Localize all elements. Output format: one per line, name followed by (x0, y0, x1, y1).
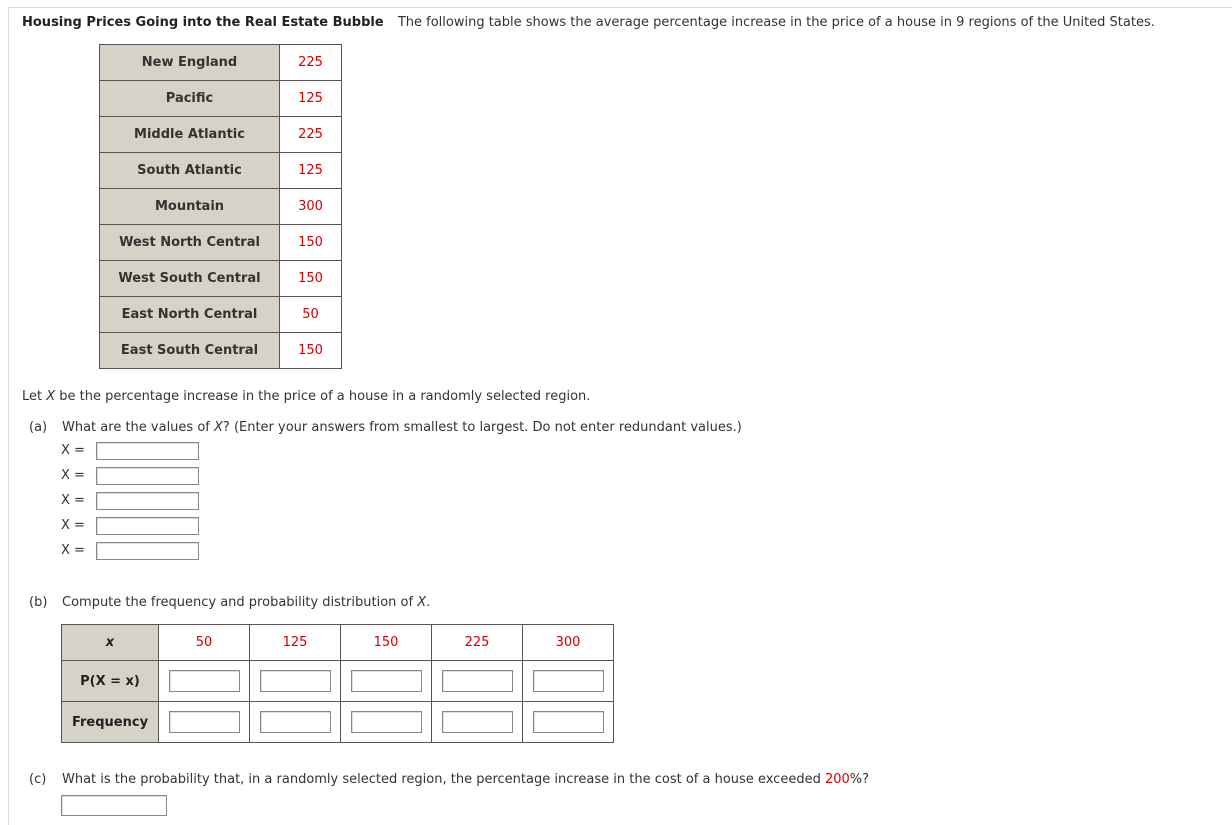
question-b-text-post: . (426, 595, 431, 610)
question-a-label: (a) (29, 420, 48, 435)
question-c (29, 772, 869, 787)
region-value: 125 (280, 81, 342, 117)
region-value: 150 (280, 261, 342, 297)
probability-cell (341, 661, 432, 702)
x-value-row (61, 468, 96, 488)
region-name: East South Central (100, 333, 280, 369)
probability-input-125[interactable] (260, 670, 331, 692)
x-value-cell: 300 (523, 625, 614, 661)
question-b-label: (b) (29, 595, 48, 610)
question-a (29, 420, 742, 435)
variable-x: X (46, 389, 56, 404)
probability-cell (432, 661, 523, 702)
frame-top-border (8, 7, 1232, 8)
question-c-text-pre: What is the probability that, in a randomly selected region, the percentage increase in the cost of a house exceeded (62, 772, 825, 787)
region-name: Middle Atlantic (100, 117, 280, 153)
x-value-cell: 50 (159, 625, 250, 661)
region-table (99, 44, 342, 369)
sentence-post: be the percentage increase in the price of a house in a randomly selected region. (55, 389, 591, 404)
table-row (100, 333, 342, 369)
question-b (29, 595, 430, 610)
x-header-label: x (105, 635, 115, 650)
frequency-cell (250, 702, 341, 743)
region-name: West North Central (100, 225, 280, 261)
probability-row-header: P(X = x) (62, 661, 159, 702)
x-value-row (61, 493, 96, 513)
x-equals-label: X = (61, 543, 85, 558)
x-value-row (61, 443, 96, 463)
table-row (100, 261, 342, 297)
frame-left-border (8, 7, 9, 825)
frequency-input-125[interactable] (260, 711, 331, 733)
problem-description: The following table shows the average percentage increase in the price of a house in 9 regions of the United States. (397, 15, 1155, 30)
frequency-input-225[interactable] (442, 711, 513, 733)
x-equals-label: X = (61, 468, 85, 483)
variable-definition (22, 389, 590, 404)
region-value: 300 (280, 189, 342, 225)
region-name: East North Central (100, 297, 280, 333)
question-a-text-pre: What are the values of (62, 420, 214, 435)
sentence-pre: Let (22, 389, 47, 404)
question-c-label: (c) (29, 772, 47, 787)
frequency-cell (523, 702, 614, 743)
frequency-cell (159, 702, 250, 743)
x-value-cell: 125 (250, 625, 341, 661)
table-row (62, 661, 614, 702)
probability-cell (250, 661, 341, 702)
frequency-input-50[interactable] (169, 711, 240, 733)
table-row (62, 625, 614, 661)
x-equals-label: X = (61, 518, 85, 533)
region-name: West South Central (100, 261, 280, 297)
region-value: 150 (280, 333, 342, 369)
x-value-input-3[interactable] (96, 492, 199, 510)
table-row (62, 702, 614, 743)
region-name: Pacific (100, 81, 280, 117)
probability-input-300[interactable] (533, 670, 604, 692)
problem-title: Housing Prices Going into the Real Estate Bubble (22, 15, 384, 30)
x-value-cell: 225 (432, 625, 523, 661)
probability-cell (159, 661, 250, 702)
frequency-cell (341, 702, 432, 743)
frequency-input-300[interactable] (533, 711, 604, 733)
region-value: 225 (280, 45, 342, 81)
region-name: South Atlantic (100, 153, 280, 189)
x-value-row (61, 518, 96, 538)
x-equals-label: X = (61, 493, 85, 508)
table-row (100, 153, 342, 189)
probability-input-225[interactable] (442, 670, 513, 692)
table-row (100, 225, 342, 261)
x-value-row (61, 543, 96, 563)
region-value: 225 (280, 117, 342, 153)
region-value: 125 (280, 153, 342, 189)
region-value: 50 (280, 297, 342, 333)
x-equals-label: X = (61, 443, 85, 458)
frequency-input-150[interactable] (351, 711, 422, 733)
frequency-row-header: Frequency (62, 702, 159, 743)
question-c-text-post: %? (849, 772, 870, 787)
x-header (62, 625, 159, 661)
probability-cell (523, 661, 614, 702)
region-value: 150 (280, 225, 342, 261)
variable-x: X (214, 420, 223, 435)
x-value-input-4[interactable] (96, 517, 199, 535)
probability-input-150[interactable] (351, 670, 422, 692)
problem-heading (22, 15, 1155, 30)
region-name: New England (100, 45, 280, 81)
distribution-table (61, 624, 614, 743)
x-value-input-5[interactable] (96, 542, 199, 560)
x-value-input-1[interactable] (96, 442, 199, 460)
question-a-text-post: ? (Enter your answers from smallest to largest. Do not enter redundant values.) (222, 420, 742, 435)
table-row (100, 81, 342, 117)
probability-answer-input[interactable] (61, 795, 167, 816)
x-value-input-2[interactable] (96, 467, 199, 485)
table-row (100, 45, 342, 81)
table-row (100, 117, 342, 153)
threshold-value: 200 (824, 772, 850, 787)
x-value-cell: 150 (341, 625, 432, 661)
question-b-text-pre: Compute the frequency and probability distribution of (62, 595, 418, 610)
probability-input-50[interactable] (169, 670, 240, 692)
table-row (100, 297, 342, 333)
frequency-cell (432, 702, 523, 743)
table-row (100, 189, 342, 225)
variable-x: X (417, 595, 427, 610)
region-name: Mountain (100, 189, 280, 225)
